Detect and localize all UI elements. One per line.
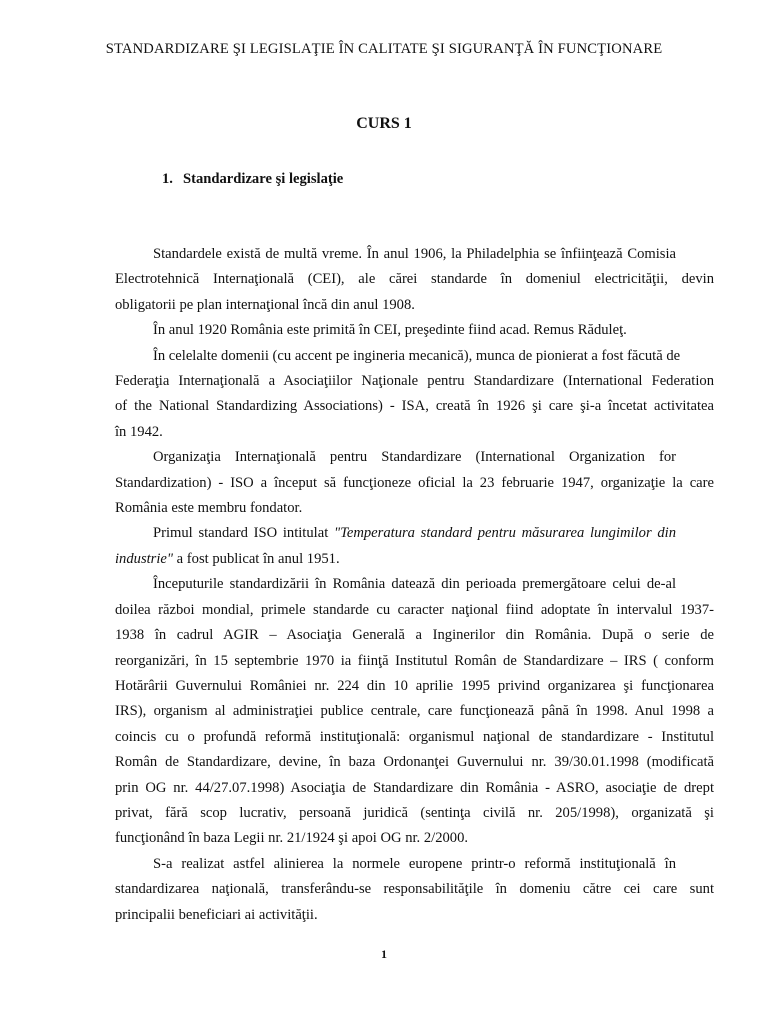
text-line: În celelalte domenii (cu accent pe ingineria mecanică), munca de pionierat a fost făcută de	[153, 347, 681, 364]
section-number: 1.	[162, 171, 173, 187]
text-line: funcţionând în baza Legii nr. 21/1924 şi apoi OG nr. 2/2000.	[115, 830, 469, 847]
course-title: CURS 1	[356, 115, 412, 132]
text-line: 1938 în cadrul AGIR – Asociaţia Generală a Inginerilor din România. După o serie de	[115, 627, 714, 644]
text-line: coincis cu o profundă reformă instituţională: organismul naţional de standardizare - Institutul	[115, 728, 714, 745]
body-text	[115, 242, 714, 928]
text-line: industrie" a fost publicat în anul 1951.	[115, 550, 340, 567]
text-line: doilea război mondial, primele standarde cu caracter naţional fiind adoptate în intervalul 1937-	[115, 601, 714, 618]
running-header: STANDARDIZARE ŞI LEGISLAŢIE ÎN CALITATE ŞI SIGURANŢĂ ÎN FUNCŢIONARE	[105, 41, 663, 57]
paragraph	[115, 344, 714, 446]
text-line: obligatorii pe plan internaţional încă din anul 1908.	[115, 296, 415, 313]
section-title: Standardizare şi legislaţie	[183, 171, 344, 187]
text-line: În anul 1920 România este primită în CEI, preşedinte fiind acad. Remus Răduleţ.	[153, 322, 627, 339]
text-line: România este membru fondator.	[115, 500, 303, 517]
section-heading	[162, 171, 343, 188]
text-line: Electrotehnică Internaţională (CEI), ale cărei standarde în domeniul electricităţii, devin	[115, 271, 714, 288]
paragraph	[115, 242, 714, 318]
paragraph	[115, 572, 714, 851]
text-line: principalii beneficiari ai activităţii.	[115, 906, 318, 923]
text-line: reorganizări, în 15 septembrie 1970 ia fiinţă Institutul Român de Standardizare – IRS ( conform	[115, 652, 714, 669]
paragraph	[153, 318, 676, 343]
text-line: în 1942.	[115, 423, 163, 440]
text-line: Român de Standardizare, devine, în baza Ordonanţei Guvernului nr. 39/30.01.1998 (modificată	[115, 754, 714, 771]
page-number: 1	[381, 947, 387, 961]
text-line: S-a realizat astfel alinierea la normele europene printr-o reformă instituţională în	[153, 855, 676, 872]
text-line: standardizarea naţională, transferându-se responsabilităţile în domeniu către cei care sunt	[115, 881, 714, 898]
text-line: Hotărârii Guvernului României nr. 224 din 10 aprilie 1995 privind organizarea şi funcţionarea	[115, 677, 714, 694]
text-line: prin OG nr. 44/27.07.1998) Asociaţia de Standardizare din România - ASRO, asociaţie de drept	[115, 779, 714, 796]
text-line: Organizaţia Internaţională pentru Standardizare (International Organization for	[153, 449, 676, 466]
text-line: privat, fără scop lucrativ, persoană juridică (sentinţa civilă nr. 205/1998), organizată şi	[115, 804, 714, 821]
paragraph	[115, 445, 714, 521]
text-line: of the National Standardizing Associations) - ISA, creată în 1926 şi care şi-a încetat activitatea	[115, 398, 714, 415]
text-line: Primul standard ISO intitulat "Temperatura standard pentru măsurarea lungimilor din	[153, 525, 676, 542]
text-line: Federaţia Internaţională a Asociaţiilor Naţionale pentru Standardizare (International Federation	[115, 373, 714, 390]
text-line: Standardele există de multă vreme. În anul 1906, la Philadelphia se înfiinţează Comisia	[153, 246, 676, 262]
paragraph	[115, 852, 714, 928]
paragraph	[115, 521, 676, 572]
text-line: Începuturile standardizării în România datează din perioada premergătoare celui de-al	[153, 576, 676, 593]
text-line: IRS), organism al administraţiei publice centrale, care funcţionează până în 1998. Anul 1998 a	[115, 703, 714, 720]
text-line: Standardization) - ISO a început să funcţioneze oficial la 23 februarie 1947, organizaţie la care	[115, 474, 714, 491]
